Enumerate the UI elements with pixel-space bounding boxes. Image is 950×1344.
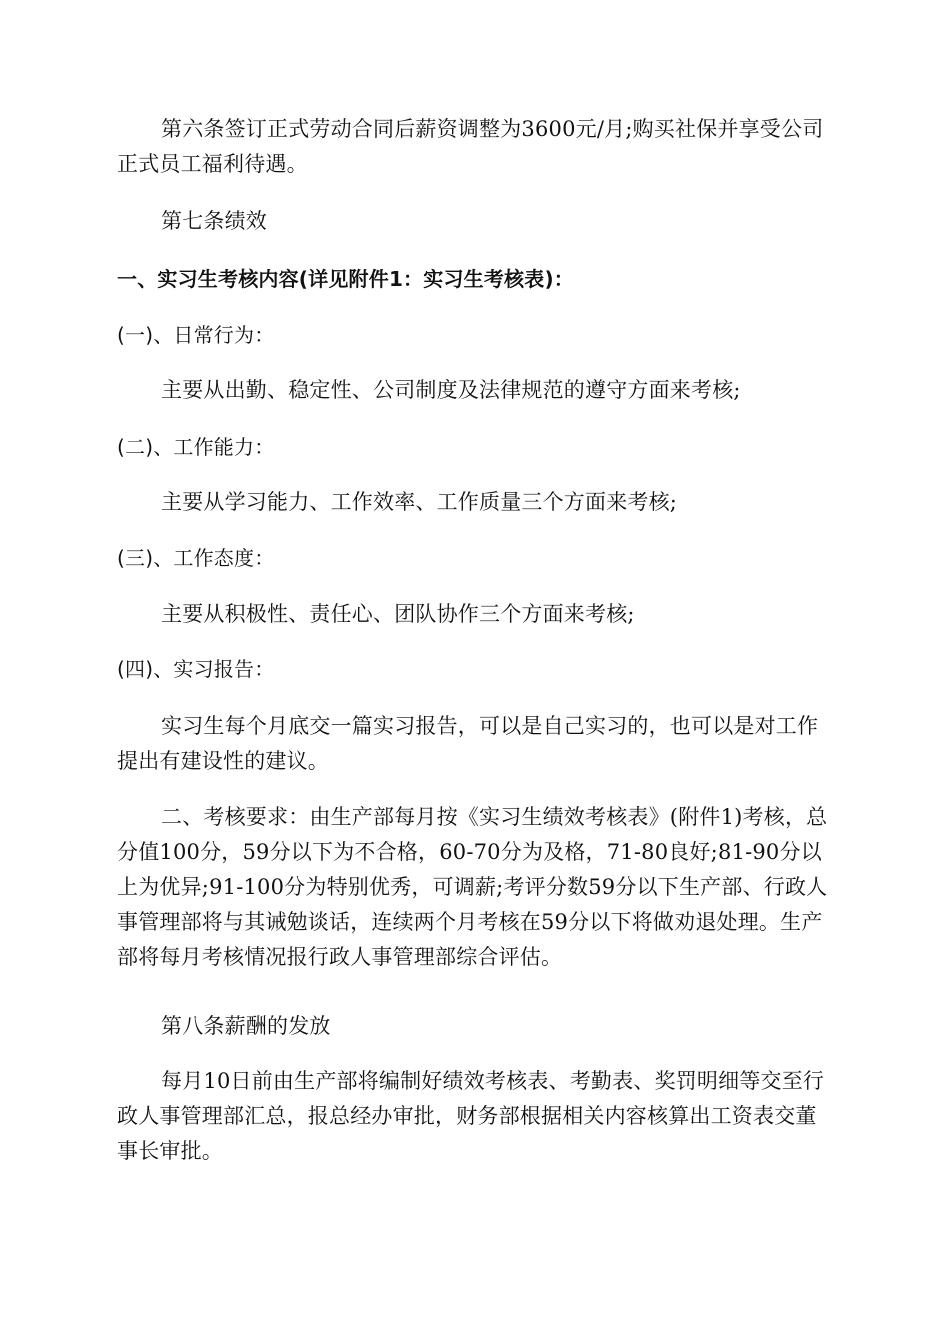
subsection-daily-behavior: (一)、日常行为： (117, 323, 275, 347)
article-7-heading: 第七条绩效 (161, 209, 267, 233)
article-6-paragraph: 第六条签订正式劳动合同后薪资调整为3600元/月;购买社保并享受公司正式员工福利待遇。 (117, 117, 824, 176)
payment-procedure-paragraph: 每月10日前由生产部将编制好绩效考核表、考勤表、奖罚明细等交至行政人事管理部汇总，报总经办审批，财务部根据相关内容核算出工资表交董事长审批。 (117, 1069, 825, 1163)
subsection-work-attitude: (三)、工作态度： (117, 546, 275, 570)
work-attitude-text: 主要从积极性、责任心、团队协作三个方面来考核; (161, 602, 635, 626)
daily-behavior-text: 主要从出勤、稳定性、公司制度及法律规范的遵守方面来考核; (161, 378, 741, 402)
internship-report-text: 实习生每个月底交一篇实习报告，可以是自己实习的，也可以是对工作提出有建设性的建议。 (117, 714, 819, 773)
subsection-work-ability: (二)、工作能力： (117, 435, 275, 459)
section-1-heading: 一、实习生考核内容(详见附件1：实习生考核表)： (117, 267, 574, 291)
subsection-internship-report: (四)、实习报告： (117, 657, 275, 681)
assessment-requirements-paragraph: 二、考核要求：由生产部每月按《实习生绩效考核表》(附件1)考核，总分值100分，59分以下为不合格，60-70分为及格，71-80良好;81-90分以上为优异;91-100分为特别优秀，可调薪;考评分数59分以下生产部、行政人事管理部将与其诫勉谈话，连续两个月考核在59分以下将做劝退处理。生产部将每月考核情况报行政人事管理部综合评估。 (117, 805, 828, 969)
article-8-heading: 第八条薪酬的发放 (161, 1014, 331, 1038)
work-ability-text: 主要从学习能力、工作效率、工作质量三个方面来考核; (161, 490, 678, 514)
